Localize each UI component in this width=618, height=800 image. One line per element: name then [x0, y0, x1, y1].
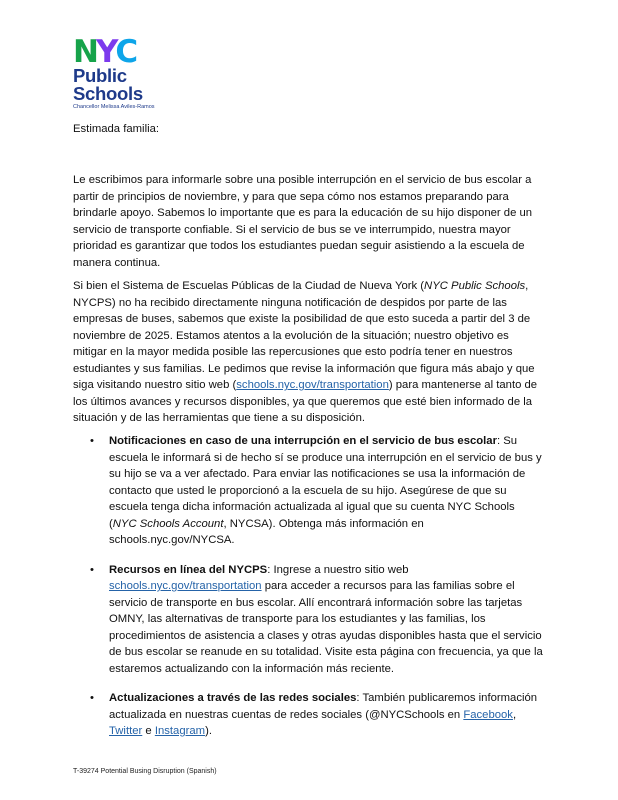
transportation-link[interactable]: schools.nyc.gov/transportation [109, 580, 262, 592]
para2-italic: NYC Public Schools [424, 280, 526, 292]
bullet-text: ). [205, 725, 212, 737]
logo-letter-c: C [115, 34, 137, 70]
bullet-italic: NYC Schools Account [112, 517, 224, 530]
nyc-wordmark [73, 34, 163, 70]
logo-schools: Schools [73, 83, 143, 104]
para2-text-c: ) para mantenerse al tanto de los últimos avances y recursos disponibles, ya que queremos que esté bien informado de la situación y de las herramientas que tiene a su disposición. [73, 379, 538, 424]
nyc-public-schools-logo [73, 34, 163, 111]
bullet-title: Recursos en línea del NYCPS [109, 563, 268, 576]
para2-text-a: Si bien el Sistema de Escuelas Públicas de la Ciudad de Nueva York ( [73, 280, 425, 292]
bullet-title: Actualizaciones a través de las redes sociales [109, 692, 357, 704]
bullet-icon: • [90, 563, 94, 576]
para2-text-b: , NYCPS) no ha recibido directamente ninguna notificación de despidos por parte de las empresas de buses, sabemos que existe la posibilidad de que esto suceda a partir del 3 de noviembre de 2025. Estamos atentos a la evolución de la situación; nuestro objetivo es mitigar en la mayor medida posible las repercusiones que esto podría tener en nuestros estudiantes y sus familias. Le pedimos que revise la información que figura más abajo y que siga visitando nuestro sitio web ( [73, 280, 535, 391]
footer-document-id: T-39274 Potential Busing Disruption (Spanish) [73, 768, 217, 775]
greeting: Estimada familia: [73, 123, 160, 135]
bullet-text: para acceder a recursos para las familias sobre el servicio de transporte en bus escolar. Allí encontrará información sobre las tarjetas OMNY, las alternativas de transporte para los estudiantes y las familias, los procedimientos de asistencia a clases y otras ayudas disponibles hasta que el servicio de bus escolar se reanude en su totalidad. Visite esta página con frecuencia, ya que la estaremos actualizando con la información más reciente. [109, 580, 543, 675]
paragraph-context [73, 278, 543, 427]
transportation-link[interactable]: schools.nyc.gov/transportation [236, 379, 389, 391]
separator-text: e [142, 725, 155, 737]
bullet-list [73, 433, 543, 753]
bullet-text: : Ingrese a nuestro sitio web [267, 563, 409, 576]
logo-letter-y: Y [95, 34, 117, 70]
twitter-link[interactable]: Twitter [109, 725, 143, 737]
logo-chancellor: Chancellor Melissa Aviles-Ramos [73, 104, 155, 110]
facebook-link[interactable]: Facebook [463, 708, 513, 721]
bullet-text: , NYCSA). Obtenga más información en schools.nyc.gov/NYCSA. [109, 517, 424, 546]
bullet-title: Notificaciones en caso de una interrupción en el servicio de bus escolar [109, 435, 497, 447]
separator-text: , [512, 708, 517, 721]
paragraph-intro: Le escribimos para informarle sobre una posible interrupción en el servicio de bus escolar a partir de principios de noviembre, y para que sepa cómo nos estamos preparando para brindarle apoyo. Sabemos lo importante que es para la educación de su hijo disponer de un servicio de transporte confiable. Si el servicio de bus se ve interrumpido, nuestra mayor prioridad es garantizar que todos los estudiantes puedan seguir asistiendo a la escuela de manera continua. [73, 174, 533, 269]
logo-letter-n: N [73, 34, 97, 70]
instagram-link[interactable]: Instagram [154, 725, 206, 737]
bullet-text: : También publicaremos información actualizada en nuestras cuentas de redes sociales (@NYCSchools en [109, 692, 538, 721]
list-item-notifications [73, 433, 543, 549]
list-item-online-resources [73, 562, 543, 678]
list-item-social-media [73, 690, 543, 740]
logo-public: Public [73, 65, 127, 86]
bullet-icon: • [90, 435, 94, 447]
bullet-icon: • [90, 692, 94, 704]
bullet-text: : Su escuela le informará si de hecho sí se produce una interrupción en el servicio de bus y su hijo se va a ver afectado. Para enviar las notificaciones se usa la información de contacto que usted le proporcionó a la escuela de su hijo. Asegúrese de que su escuela tenga dicha información actualizada al igual que su cuenta NYC Schools ( [109, 435, 542, 530]
